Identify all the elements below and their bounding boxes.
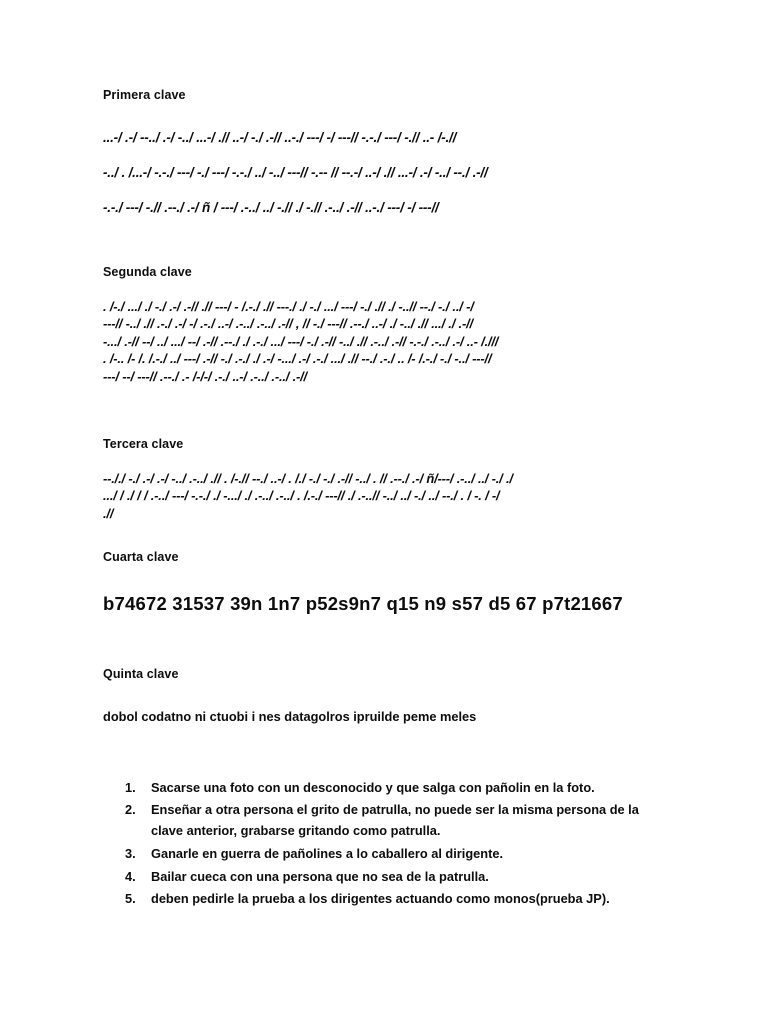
spacer [103, 565, 668, 593]
heading-primera-clave: Primera clave [103, 88, 186, 102]
morse-line: ---// -../ .// .-./ .-/ -/ .-./ ..-/ .-../ .-../ .-// , // -./ ---// .--./ ..-/ ./ -../ .// .../ ./ .-// [103, 316, 473, 332]
quinta-clave-scrambled: dobol codatno ni ctuobi i nes datagolros ipruilde peme meles [103, 709, 477, 725]
morse-line: .../ / ./ / / .-../ ---/ -.-./ ./ -.../ ./ .-../ .-../ . /.-./ ---// ./ .-..// -../ ../ -./ ../ --./ . / -. / -/ [103, 488, 500, 504]
spacer [103, 726, 668, 778]
heading-cuarta-clave: Cuarta clave [103, 550, 179, 565]
list-item: Enseñar a otra persona el grito de patrulla, no puede ser la misma persona de la clave anterior, grabarse gritando como patrulla. [151, 802, 639, 839]
heading-tercera-clave: Tercera clave [103, 437, 184, 452]
morse-line: .// [103, 505, 114, 521]
list-item: Sacarse una foto con un desconocido y que salga con pañolin en la foto. [151, 779, 595, 795]
spacer [103, 615, 668, 667]
cuarta-clave-code: b74672 31537 39n 1n7 p52s9n7 q15 n9 s57 d5 67 p7t21667 [103, 592, 623, 614]
heading-quinta-clave: Quinta clave [103, 666, 179, 681]
spacer [103, 385, 668, 437]
morse-block-primera [103, 120, 668, 225]
spacer [103, 225, 668, 265]
heading-segunda-clave: Segunda clave [103, 265, 192, 280]
spacer [103, 452, 668, 470]
morse-line: --././ -./ .-/ .-/ -../ .-../ .// . /-.// --./ ..-/ . /./ -./ -./ .-// -../ . // .--./ .-/ ñ/---/ .-../ ../ -./ ./ [103, 470, 513, 486]
morse-line: ...-/ .-/ --../ .-/ -../ ...-/ .// ..-/ -./ .-// ..-./ ---/ -/ ---// -.-./ ---/ -.// ..- /-.// [103, 130, 457, 146]
morse-line: -.../ .-// --/ ../ .../ --/ .-// .--./ ./ .-./ .../ ---/ -./ .-// -../ .// .-../ .-// -.-./ .-../ .-/ ..- /./// [103, 333, 499, 349]
spacer [103, 681, 668, 709]
morse-line: . /-./ .../ ./ -./ .-/ .-// .// ---/ - /.-./ .// ---./ ./ -./ .../ ---/ -./ .// ./ -..// --./ -./ ../ -/ [103, 298, 474, 314]
morse-line: -../ . /...-/ -.-./ ---/ -./ ---/ -.-./ ../ -../ ---// -.-- // --.-/ ..-/ .// ...-/ .-/ -../ --./ .-// [103, 165, 488, 181]
spacer [103, 522, 668, 550]
task-list [103, 778, 668, 910]
list-item: Ganarle en guerra de pañolines a lo caballero al dirigente. [151, 845, 504, 861]
spacer [103, 102, 668, 120]
morse-line: ---/ --/ ---// .--./ .- /-/-/ .-./ ..-/ .-../ .-../ .-// [103, 368, 307, 384]
spacer [103, 280, 668, 298]
list-item: Bailar cueca con una persona que no sea de la patrulla. [151, 868, 489, 884]
morse-line: -.-./ ---/ -.// .--./ .-/ ñ / ---/ .-../ ../ -.// ./ -.// .-../ .-// ..-./ ---/ -/ ---// [103, 200, 439, 216]
list-item: deben pedirle la prueba a los dirigentes actuando como monos(prueba JP). [151, 891, 610, 907]
morse-block-tercera [103, 470, 668, 523]
morse-line: . /-.. /- /. /.-./ ../ ---/ .-// -./ .-./ ./ .-/ -.../ .-/ .-./ .../ .// --./ .-./ .. /- /.-./ -./ -../ ---// [103, 351, 492, 367]
morse-block-segunda [103, 298, 668, 386]
